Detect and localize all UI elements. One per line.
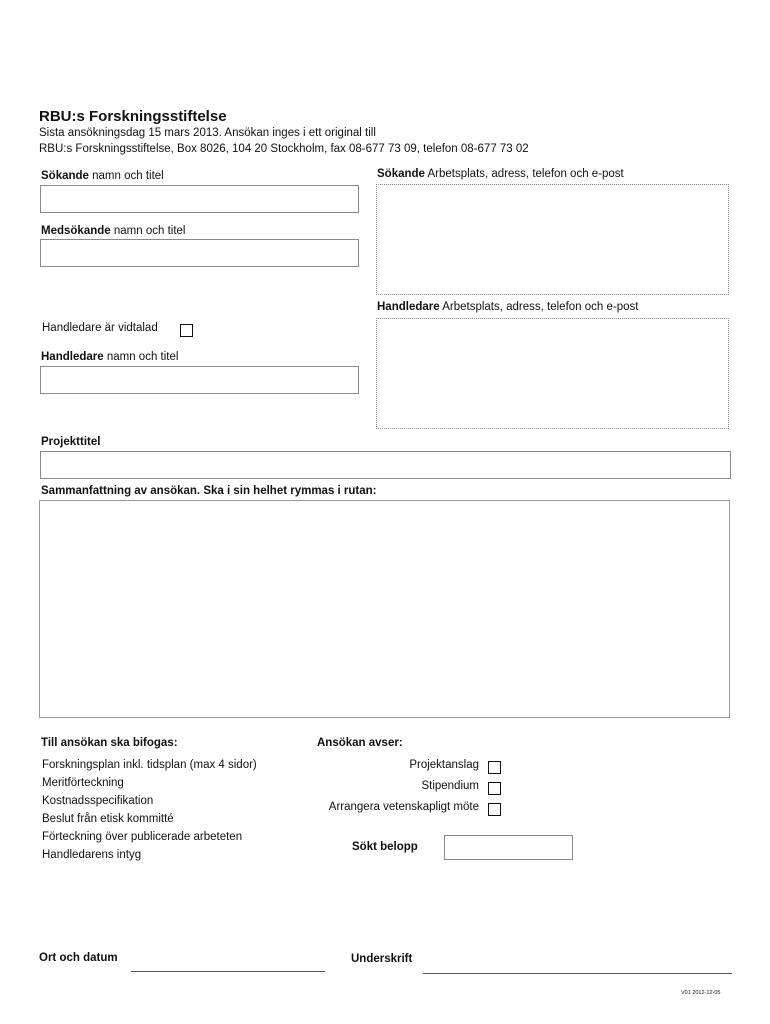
project-grant-checkbox[interactable] [488, 761, 501, 774]
version-text: V01 2012-12-05 [681, 990, 721, 996]
amount-label: Sökt belopp [352, 841, 418, 853]
attachment-item: Forskningsplan inkl. tidsplan (max 4 sidor) [42, 759, 257, 771]
scientific-meeting-label: Arrangera vetenskapligt möte [328, 801, 479, 813]
applicant-name-label: Sökande namn och titel [41, 170, 164, 182]
supervisor-workplace-field[interactable] [376, 318, 729, 429]
purpose-heading: Ansökan avser: [317, 737, 403, 749]
address-text: RBU:s Forskningsstiftelse, Box 8026, 104 20 Stockholm, fax 08-677 73 09, telefon 08-677 73 02 [39, 143, 529, 155]
summary-label: Sammanfattning av ansökan. Ska i sin helhet rymmas i rutan: [41, 485, 377, 497]
form-title: RBU:s Forskningsstiftelse [39, 108, 227, 125]
attachment-item: Kostnadsspecifikation [42, 795, 154, 807]
scholarship-checkbox[interactable] [488, 782, 501, 795]
supervisor-consulted-label: Handledare är vidtalad [42, 322, 158, 334]
deadline-text: Sista ansökningsdag 15 mars 2013. Ansökan inges i ett original till [39, 127, 376, 139]
project-title-field[interactable] [40, 451, 731, 479]
supervisor-name-field[interactable] [40, 366, 359, 394]
attachment-item: Handledarens intyg [42, 849, 142, 861]
attachment-item: Meritförteckning [42, 777, 124, 789]
supervisor-workplace-label: Handledare Arbetsplats, adress, telefon och e-post [377, 301, 639, 313]
applicant-name-field[interactable] [40, 185, 359, 213]
scholarship-label: Stipendium [421, 780, 479, 792]
applicant-workplace-label: Sökande Arbetsplats, adress, telefon och e-post [377, 168, 624, 180]
project-grant-label: Projektanslag [409, 759, 479, 771]
attachment-item: Förteckning över publicerade arbeteten [42, 831, 243, 843]
applicant-workplace-field[interactable] [376, 184, 729, 295]
supervisor-consulted-checkbox[interactable] [180, 324, 193, 337]
attachments-heading: Till ansökan ska bifogas: [41, 737, 178, 749]
supervisor-name-label: Handledare namn och titel [41, 351, 179, 363]
amount-field[interactable] [444, 835, 573, 860]
place-date-line[interactable] [131, 971, 325, 972]
signature-line[interactable] [423, 973, 732, 974]
summary-field[interactable] [39, 500, 730, 718]
coapplicant-label: Medsökande namn och titel [41, 225, 186, 237]
signature-label: Underskrift [351, 953, 413, 965]
attachment-item: Beslut från etisk kommitté [42, 813, 174, 825]
attachments-list [42, 756, 257, 864]
place-date-label: Ort och datum [39, 952, 118, 964]
scientific-meeting-checkbox[interactable] [488, 803, 501, 816]
project-title-label: Projekttitel [41, 436, 101, 448]
coapplicant-field[interactable] [40, 239, 359, 267]
